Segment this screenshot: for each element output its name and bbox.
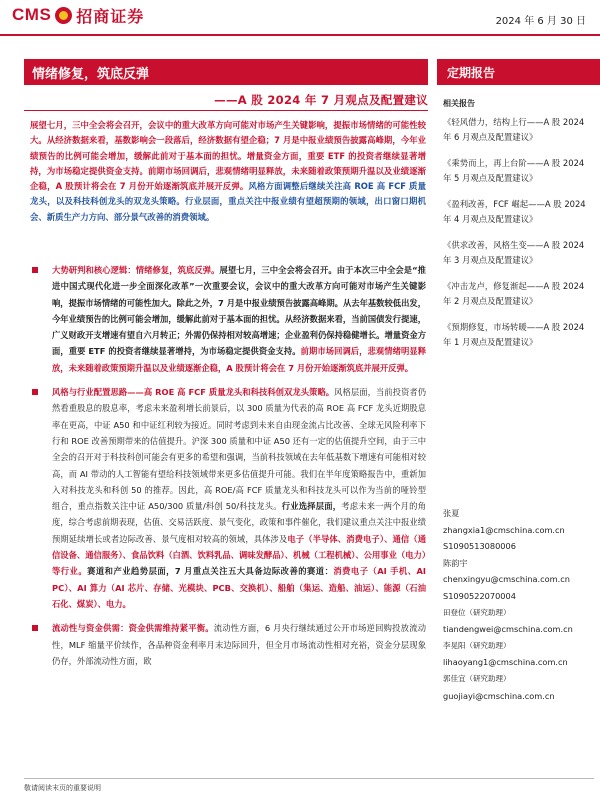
analyst-email[interactable]: guojiayi@cmschina.com.cn bbox=[443, 690, 555, 701]
bullet-square-icon bbox=[32, 625, 38, 631]
bullet-item-style bbox=[30, 384, 426, 612]
analyst-name: 陈韵宇 bbox=[443, 557, 468, 568]
summary-part2: 风格方面调整后继续关注高 ROE 高 FCF 质量龙头，以及科技科创龙头的双龙头策略。行业层面，重点关注中报业绩有望超预期的领域，出口窗口期机会、新质生产力方向、部分景气改善的消费领域。 bbox=[30, 181, 426, 222]
summary-paragraph bbox=[30, 118, 426, 225]
analyst-email[interactable]: zhangxia1@cmschina.com.cn bbox=[443, 524, 565, 535]
analyst-name: 郭佳宜（研究助理） bbox=[443, 673, 511, 683]
logo-cms-text: CMS bbox=[12, 5, 52, 24]
related-reports-heading: 相关报告 bbox=[443, 99, 475, 108]
bullet-square-icon bbox=[32, 267, 38, 273]
bullet-heading: 风格与行业配置思路——高 ROE 高 FCF 质量龙头和科技科创双龙头策略。 bbox=[52, 387, 335, 398]
related-report-link[interactable]: 《供求改善，风格生变——A 股 2024 年 3 月观点及配置建议》 bbox=[443, 240, 585, 265]
related-report-link[interactable]: 《盈利改善，FCF 崛起——A 股 2024 年 4 月观点及配置建议》 bbox=[443, 199, 586, 224]
bullet-square-icon bbox=[32, 389, 38, 395]
analyst-name: 张夏 bbox=[443, 508, 460, 518]
industry-body: 考虑未来一两个月的角度，综合考虑前期表现，估值、交易活跃度、景气变化，政策和事件催化，我们建议重点关注中报业绩预期延续增长或者边际改善、景气度相对较高的领域，具体涉及 bbox=[52, 501, 426, 544]
related-report-link[interactable]: 《乘势而上，再上台阶——A 股 2024 年 5 月观点及配置建议》 bbox=[443, 158, 585, 183]
theme-list: 消费电子（AI 手机、AI PC）、AI 算力（AI 芯片、存储、光模块、PCB、交换机）、船舶（集运、造船、油运）、能源（石油石化、煤炭）、电力。 bbox=[52, 566, 426, 609]
report-title: 情绪修复，筑底反弹 bbox=[32, 67, 150, 82]
bullet-body: 展望七月，三中全会将会召开。由于本次三中全会是“推进中国式现代化进一步全面深化改革”一次重要会议，会议中的重大改革方向可能对市场产生关键影响，提振市场情绪的可能性加大。除此之外，7 月是中报业绩预告披露高峰期。从去年基数较低出发，今年业绩预告的比例可能会增加，缓解此前对于基本面的担忧。从经济数据来看，当前国债发行提速，广义财政开支增速有望自六月转正；外需仍保持相对较高增速；企业盈利仍保持稳健增长。增量资金方面，重要 ETF 的投资者继续显著增持，为市场稳定提供资金支持。 bbox=[52, 265, 426, 357]
related-reports bbox=[443, 98, 588, 361]
industry-heading: 行业选择层面， bbox=[281, 501, 342, 512]
report-date: 2024 年 6 月 30 日 bbox=[495, 16, 586, 27]
bullet-item-liquidity bbox=[30, 620, 426, 669]
footer-disclaimer: 敬请阅读末页的重要说明 bbox=[24, 784, 101, 792]
summary-part1: 展望七月，三中全会将会召开，会议中的重大改革方向可能对市场产生关键影响，提振市场情绪的可能性较大。从经济数据来看，基数影响会一段落后，经济数据有望企稳；7 月是中报业绩预告披露高峰期，今年业绩预告的比例可能会增加，缓解此前对于基本面的担忧。增量资金方面，重要 ETF 的投资者继续显著增持，为市场稳定提供资金支持。前期市场回调后，悲观情绪明显释放，未来随着政策预期升温以及业绩逐渐企稳，A 股预计将会在 7 月份开始逐渐筑底并展开反弹。 bbox=[30, 120, 426, 192]
related-report-link[interactable]: 《预期修复，市场转暖——A 股 2024 年 1 月观点及配置建议》 bbox=[443, 322, 585, 347]
bullet-tail: 前期市场回调后，悲观情绪明显释放，未来随着政策预期升温以及业绩逐渐企稳，A 股预计将会在 7 月份开始逐渐筑底并展开反弹。 bbox=[52, 346, 426, 373]
theme-heading: 赛道和产业趋势层面，7 月重点关注五大具备边际改善的赛道： bbox=[87, 566, 334, 577]
analyst-email[interactable]: lihaoyang1@cmschina.com.cn bbox=[443, 657, 568, 668]
bullet-heading: 大势研判和核心逻辑：情绪修复，筑底反弹。 bbox=[52, 265, 220, 275]
logo-emblem-icon bbox=[55, 7, 72, 24]
report-subtitle: ——A 股 2024 年 7 月观点及配置建议 bbox=[214, 93, 428, 107]
analyst-email[interactable]: tiandengwei@cmschina.com.cn bbox=[443, 624, 573, 635]
analyst-name: 田登位（研究助理） bbox=[443, 607, 511, 617]
report-type-label: 定期报告 bbox=[447, 66, 496, 80]
analyst-cert-id: S1090522070004 bbox=[443, 590, 516, 601]
industry-list: 电子（半导体、消费电子）、通信（通信设备、通信服务）、食品饮料（白酒、饮料乳品、调味发酵品）、机械（工程机械）、公用事业（电力）等行业。 bbox=[52, 533, 426, 577]
bullet-list bbox=[30, 262, 426, 677]
related-report-link[interactable]: 《冲击龙卢，修复渐起——A 股 2024 年 2 月观点及配置建议》 bbox=[443, 281, 585, 306]
analyst-email[interactable]: chenxingyu@cmschina.com.cn bbox=[443, 574, 570, 585]
bullet-body: 流动性方面，6 月央行继续通过公开市场逆回购投放流动性，MLF 缩量平价续作，各品种资金利率月末边际回升，但全月市场流动性相对充裕，资金分层现象仍存，外部流动性方面，欧 bbox=[52, 623, 426, 666]
header-divider bbox=[0, 34, 600, 36]
analyst-list bbox=[443, 505, 593, 704]
bullet-body: 风格层面，当前投资者仍然看重股息的股息率，考虑未来盈利增长前景后，以 300 质量为代表的高 ROE 高 FCF 龙头近期股息率在更高，中证 A50 和中证红利较为接近。同时考虑到未来自由现金流占比改善、全球无风险利率下行和 ROE 改善预期带来的估值提升。沪深 300 质量和中证 A50 还有一定的估值提升空间，由于三中全会的召开对于科技科创可能会有更多的希望和强调，当前科技领域在去年低基数下增速有可能相对较高，而 AI 带动的人工智能有望给科技领域带来更多估值提升可能。我们在半年度策略报告中，重新加入对科技龙头和科创 50 的推荐。因此，高 ROE/高 FCF 质量龙头和科技龙头可以作为当前的哑铃型组合，重点指数关注中证 A50/300 质量/科创 50/科技龙头。 bbox=[52, 387, 426, 512]
analyst-cert-id: S1090513080006 bbox=[443, 541, 516, 552]
logo-cn-text: 招商证券 bbox=[76, 6, 145, 26]
subtitle-divider bbox=[24, 110, 428, 111]
cms-logo bbox=[12, 4, 144, 26]
title-bar bbox=[24, 59, 428, 85]
analyst-name: 李晃阳（研究助理） bbox=[443, 640, 511, 650]
page-header bbox=[0, 0, 600, 50]
bullet-heading: 流动性与资金供需：资金供需维持紧平衡。 bbox=[52, 623, 214, 634]
report-type-bar bbox=[437, 59, 600, 85]
footer-divider bbox=[24, 778, 594, 779]
bullet-item-market bbox=[30, 262, 426, 376]
related-report-link[interactable]: 《轻风借力，结构上行——A 股 2024 年 6 月观点及配置建议》 bbox=[443, 117, 585, 142]
